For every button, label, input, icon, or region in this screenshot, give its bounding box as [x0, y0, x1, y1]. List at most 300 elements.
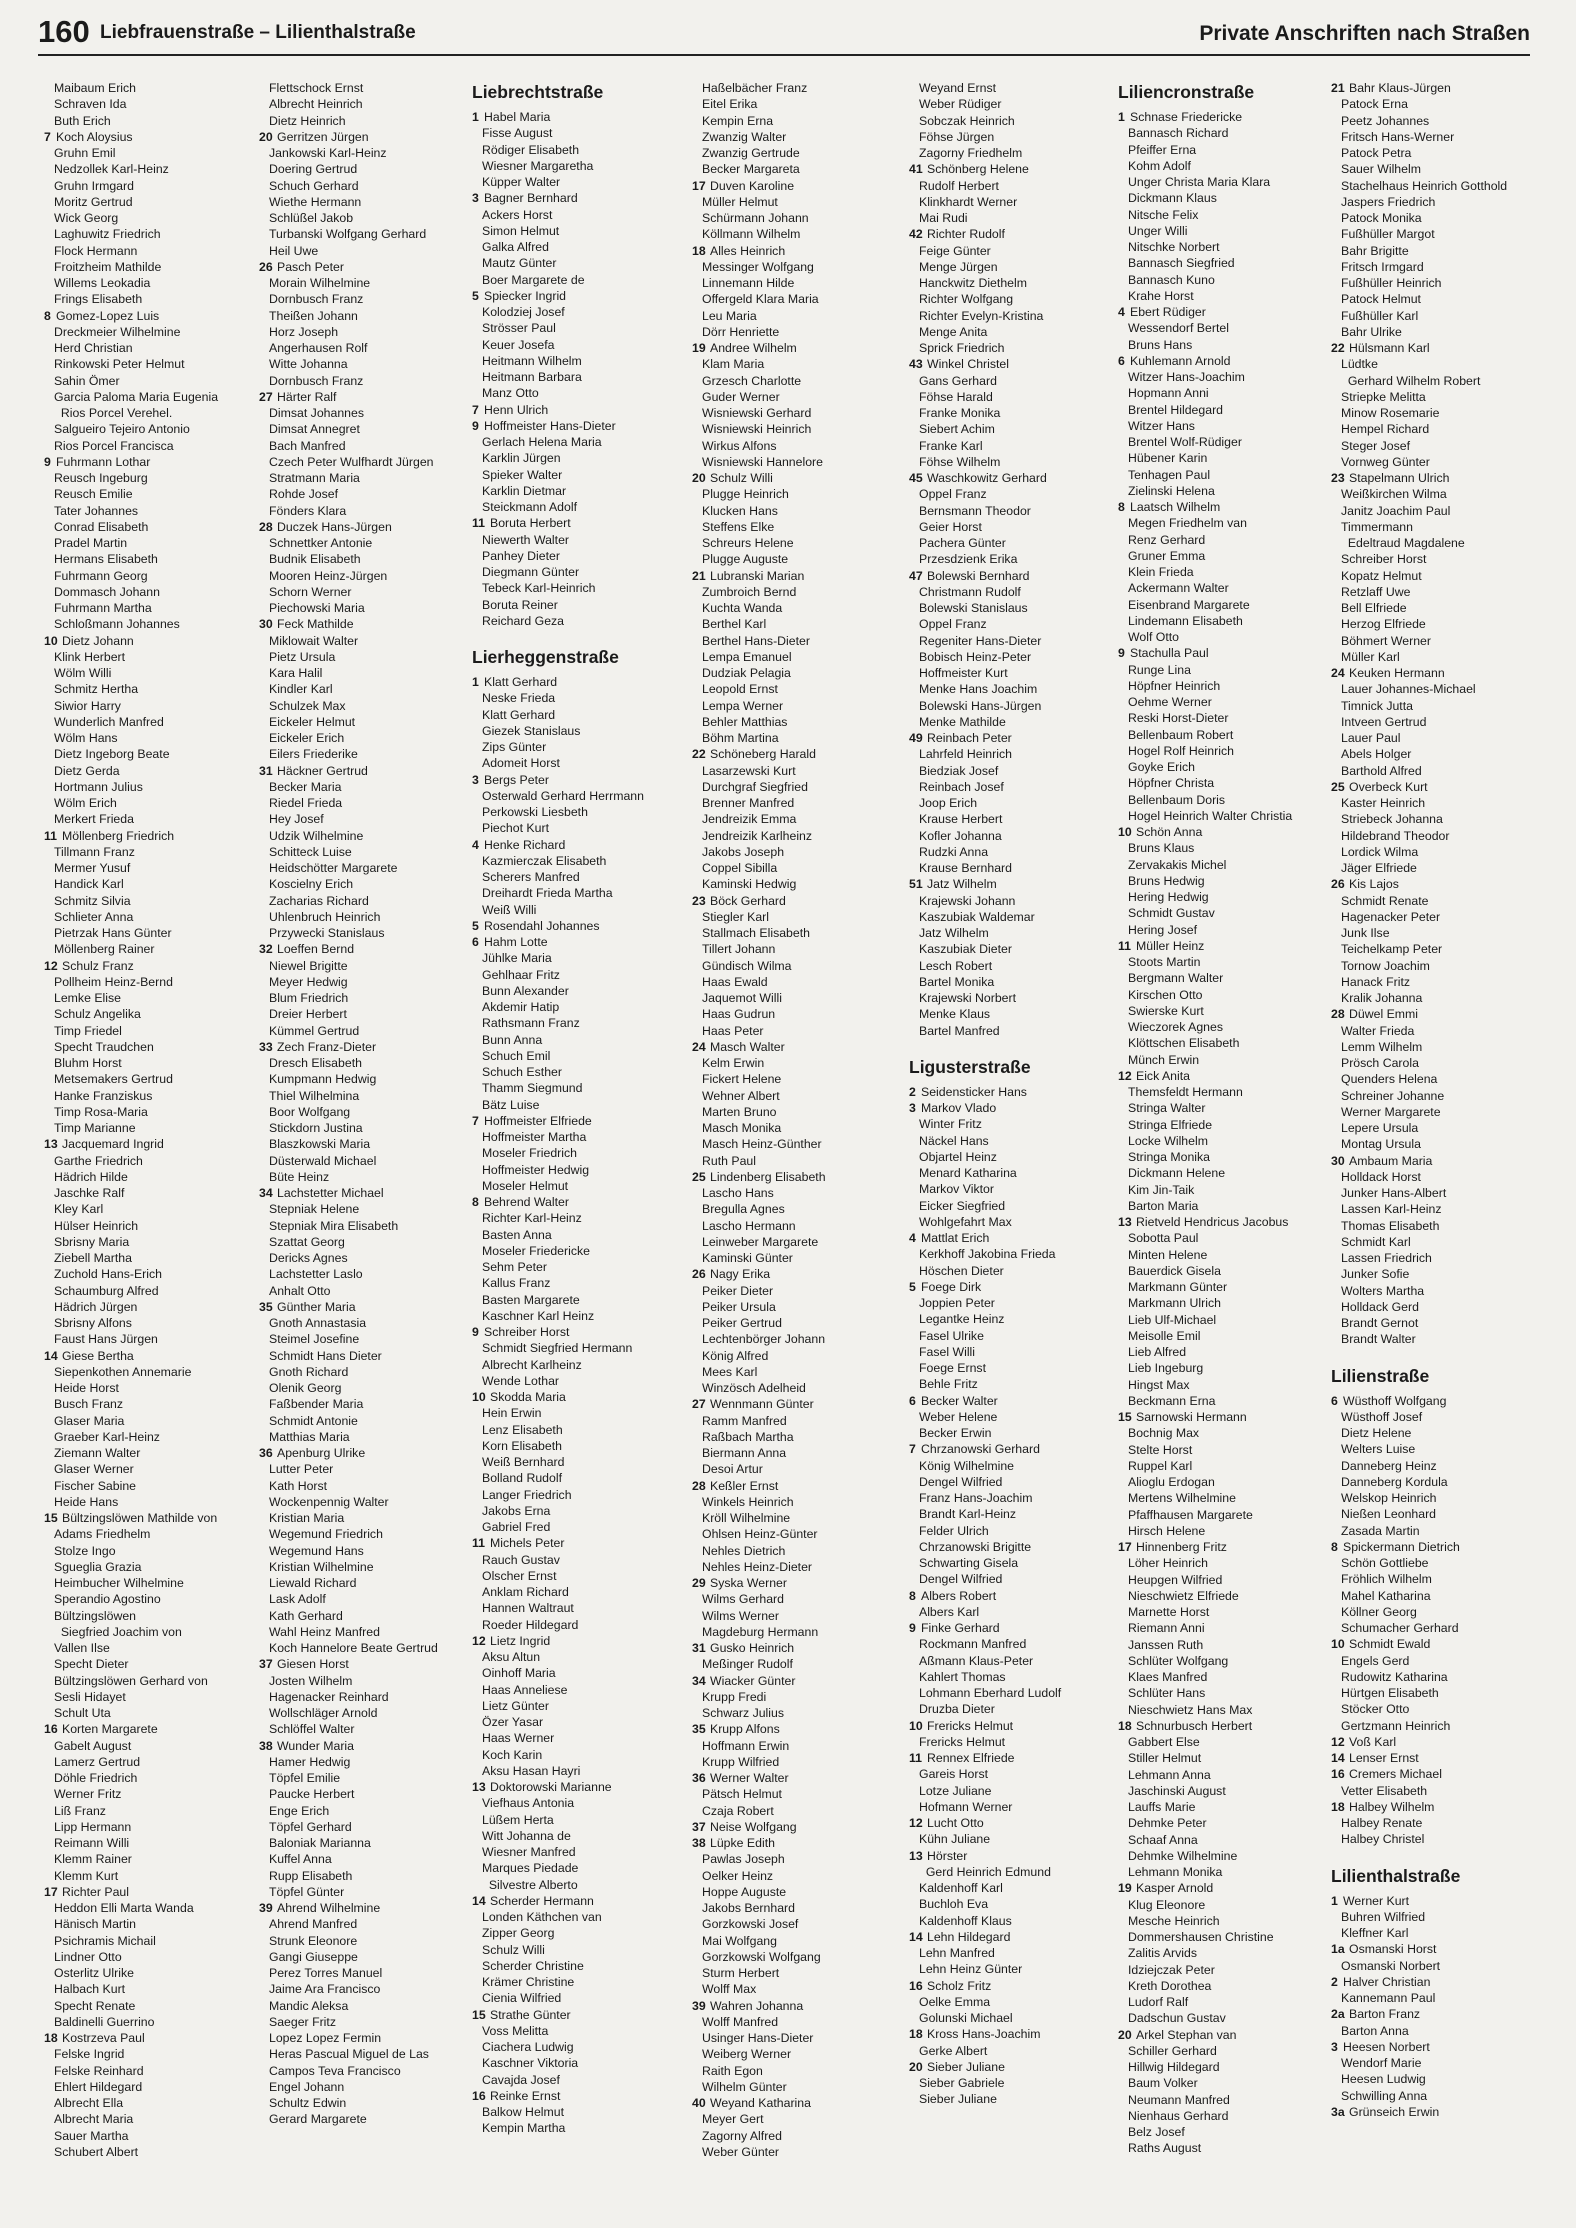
house-number: 17: [44, 1884, 58, 1899]
resident-name: Tebeck Karl-Heinrich: [482, 581, 596, 596]
resident-name: Becker Maria: [269, 779, 342, 794]
resident-entry: [1118, 1897, 1330, 1913]
resident-name: Schloßmann Johannes: [54, 617, 180, 632]
resident-name: Wiethe Hermann: [269, 194, 362, 209]
resident-entry: [259, 1429, 471, 1445]
resident-entry: [692, 811, 904, 827]
resident-entry: [44, 1559, 256, 1575]
resident-name: Koscielny Erich: [269, 877, 354, 892]
resident-entry: [472, 532, 684, 548]
resident-entry: [44, 600, 256, 616]
house-number: 14: [1331, 1751, 1345, 1765]
house-number: 41: [909, 162, 923, 177]
resident-name: Wende Lothar: [482, 1373, 560, 1388]
resident-name: Leopold Ernst: [702, 682, 778, 697]
resident-name: Fönders Klara: [269, 503, 347, 518]
resident-entry: [692, 2128, 904, 2144]
resident-name: Klatt Gerhard: [484, 675, 558, 689]
resident-entry: [259, 1998, 471, 2014]
resident-entry: [1118, 304, 1330, 320]
resident-name: Boruta Reiner: [482, 597, 558, 612]
resident-name: Lehn Hildegard: [927, 1929, 1011, 1944]
resident-entry: [909, 259, 1121, 275]
resident-name: Brandt Walter: [1341, 1332, 1416, 1347]
resident-name: Giesen Horst: [277, 1657, 349, 1672]
resident-name: Kühn Juliane: [919, 1832, 991, 1847]
resident-entry: [44, 1396, 256, 1412]
resident-name: Schmidt Ewald: [1349, 1637, 1431, 1652]
resident-name: Nehles Dietrich: [702, 1543, 786, 1558]
resident-entry: [1331, 584, 1543, 600]
resident-name: Klink Herbert: [54, 649, 126, 664]
resident-name: Flettschock Ernst: [269, 81, 364, 95]
resident-name: Kleffner Karl: [1341, 1926, 1409, 1940]
house-number: 2: [909, 1084, 916, 1099]
resident-entry: [472, 1714, 684, 1730]
resident-name: Nagy Erika: [710, 1267, 771, 1282]
house-number: 6: [1118, 353, 1125, 368]
house-number: 31: [259, 763, 273, 778]
resident-name: Steffens Elke: [702, 519, 775, 534]
resident-entry: [692, 1705, 904, 1721]
resident-name: Usinger Hans-Dieter: [702, 2031, 814, 2045]
resident-entry: [259, 649, 471, 665]
house-number: 10: [909, 1718, 923, 1733]
resident-entry: [472, 1909, 684, 1925]
resident-name: Schorn Werner: [269, 584, 352, 599]
resident-name: Rupp Elisabeth: [269, 1868, 353, 1883]
resident-entry: [472, 548, 684, 564]
resident-entry: [472, 580, 684, 596]
resident-entry: [1118, 775, 1330, 791]
resident-name: Hoffmeister Elfriede: [484, 1113, 592, 1128]
resident-entry: [259, 1006, 471, 1022]
resident-entry: [1331, 259, 1543, 275]
resident-name: Böhmert Werner: [1341, 633, 1431, 648]
resident-name: Kaldenhoff Klaus: [919, 1913, 1012, 1928]
resident-name: Schumacher Gerhard: [1341, 1621, 1459, 1635]
resident-entry: [259, 324, 471, 340]
resident-name: Jaspers Friedrich: [1341, 194, 1436, 209]
resident-entry: [259, 828, 471, 844]
resident-entry: [692, 1039, 904, 1055]
resident-entry: [44, 1656, 256, 1672]
resident-name: Stachulla Paul: [1130, 646, 1209, 661]
resident-entry: [692, 243, 904, 259]
resident-entry: [909, 324, 1121, 340]
resident-entry: [1118, 353, 1330, 369]
resident-name: Föhse Harald: [919, 389, 993, 404]
resident-name: Hogel Rolf Heinrich: [1128, 743, 1234, 758]
resident-name: Föhse Jürgen: [919, 129, 995, 144]
resident-entry: [909, 763, 1121, 779]
resident-name: Cienia Wilfried: [482, 1991, 562, 2006]
resident-entry: [259, 1981, 471, 1997]
resident-entry: [909, 1766, 1121, 1782]
resident-entry: [692, 1656, 904, 1672]
resident-name: Behle Fritz: [919, 1377, 978, 1392]
resident-name: Tenhagen Paul: [1128, 467, 1211, 482]
resident-entry: [1331, 2023, 1543, 2039]
resident-name: Schmitz Silvia: [54, 893, 131, 908]
resident-name: Pfeiffer Erna: [1128, 142, 1197, 157]
resident-entry: [692, 844, 904, 860]
resident-entry: [909, 1539, 1121, 1555]
resident-name: Krupp Fredi: [702, 1689, 767, 1704]
resident-name: Hogel Heinrich Walter Christia: [1128, 808, 1293, 823]
resident-entry: [1118, 662, 1330, 678]
resident-name: Giezek Stanislaus: [482, 723, 581, 738]
resident-entry: [909, 1116, 1121, 1132]
resident-name: Turbanski Wolfgang Gerhard: [269, 227, 427, 242]
resident-name: Skodda Maria: [490, 1390, 566, 1404]
resident-name: Härter Ralf: [277, 389, 337, 404]
resident-entry: [259, 1510, 471, 1526]
house-number: 25: [1331, 779, 1345, 794]
resident-entry: [1331, 275, 1543, 291]
resident-entry: [692, 519, 904, 535]
resident-entry: [259, 714, 471, 730]
resident-entry: [259, 1803, 471, 1819]
resident-name: Sprick Friedrich: [919, 341, 1005, 355]
resident-entry: [909, 405, 1121, 421]
resident-name: Krajewski Johann: [919, 893, 1016, 908]
resident-name: Töpfel Emilie: [269, 1771, 341, 1785]
resident-entry: [44, 1705, 256, 1721]
resident-entry: [259, 1478, 471, 1494]
resident-entry: [259, 990, 471, 1006]
house-number: 5: [909, 1279, 916, 1294]
resident-entry: [44, 714, 256, 730]
resident-name: Adomeit Horst: [482, 756, 560, 771]
resident-name: Plugge Auguste: [702, 552, 789, 567]
resident-name: Hanack Fritz: [1341, 974, 1411, 989]
resident-entry: [1118, 1880, 1330, 1896]
resident-name: Mautz Günter: [482, 256, 557, 271]
resident-entry: [472, 999, 684, 1015]
resident-entry: [259, 421, 471, 437]
resident-name: Oinhoff Maria: [482, 1666, 556, 1681]
resident-entry: [692, 1575, 904, 1591]
resident-entry: [472, 613, 684, 629]
resident-entry: [909, 1945, 1121, 1961]
resident-name: Hering Hedwig: [1128, 890, 1209, 904]
resident-entry: [44, 1380, 256, 1396]
resident-name: Schult Uta: [54, 1706, 111, 1720]
resident-name: Moseler Friedericke: [482, 1243, 590, 1258]
resident-name: Fasel Ulrike: [919, 1328, 984, 1343]
resident-name: Timp Rosa-Maria: [54, 1104, 148, 1119]
resident-name: Kaschner Viktoria: [482, 2056, 579, 2071]
resident-entry: [44, 1965, 256, 1981]
resident-entry: [1118, 532, 1330, 548]
house-number: 28: [259, 519, 273, 534]
resident-entry: [472, 1600, 684, 1616]
resident-name: Höschen Dieter: [919, 1263, 1004, 1278]
resident-name: Felske Ingrid: [54, 2047, 125, 2062]
resident-entry: [909, 568, 1121, 584]
resident-name: Liewald Richard: [269, 1576, 357, 1590]
resident-name: Blum Friedrich: [269, 991, 349, 1005]
resident-name: Hamer Hedwig: [269, 1754, 351, 1769]
resident-entry: [692, 308, 904, 324]
resident-entry: [259, 275, 471, 291]
resident-entry: [1118, 337, 1330, 353]
resident-entry: [909, 1133, 1121, 1149]
resident-name: Bartel Manfred: [919, 1023, 1000, 1038]
resident-entry: [909, 730, 1121, 746]
resident-name: Wilms Gerhard: [702, 1592, 784, 1607]
resident-entry: [909, 2059, 1121, 2075]
resident-entry: [44, 1526, 256, 1542]
resident-name: Janssen Ruth: [1128, 1637, 1204, 1652]
resident-name: Kaszubiak Dieter: [919, 942, 1012, 957]
resident-name: Plugge Heinrich: [702, 487, 789, 502]
resident-entry: [1331, 324, 1543, 340]
resident-entry: [909, 1506, 1121, 1522]
resident-entry: [472, 1893, 684, 1909]
resident-name: Stelte Horst: [1128, 1442, 1193, 1457]
resident-entry: [1331, 1169, 1543, 1185]
resident-name: Sarnowski Hermann: [1136, 1410, 1247, 1424]
resident-entry: [44, 1591, 256, 1607]
resident-name: Ambaum Maria: [1349, 1153, 1433, 1168]
resident-entry: [259, 616, 471, 632]
resident-entry: [1331, 1234, 1543, 1250]
resident-entry: [909, 356, 1121, 372]
resident-name: Ludorf Ralf: [1128, 1995, 1189, 2009]
resident-entry: [1118, 1978, 1330, 1994]
resident-entry: [259, 909, 471, 925]
resident-entry: [692, 2079, 904, 2095]
resident-name: Neske Frieda: [482, 691, 556, 706]
resident-name: Budnik Elisabeth: [269, 552, 361, 567]
resident-name: Schitteck Luise: [269, 844, 352, 859]
resident-name: Hannen Waltraut: [482, 1601, 574, 1616]
resident-name: Weber Günter: [702, 2144, 780, 2159]
resident-name: Edeltraud Magdalene: [1341, 536, 1465, 550]
resident-name: Sperandio Agostino: [54, 1592, 161, 1607]
resident-entry: [44, 1981, 256, 1997]
resident-name: Krajewski Norbert: [919, 991, 1017, 1005]
resident-entry: [1331, 1909, 1543, 1925]
resident-name: Krupp Alfons: [710, 1722, 780, 1737]
resident-entry: [1118, 1669, 1330, 1685]
resident-entry: [909, 1718, 1121, 1734]
resident-entry: [1118, 548, 1330, 564]
resident-name: Peiker Dieter: [702, 1283, 774, 1298]
resident-name: Wiesner Manfred: [482, 1845, 576, 1859]
resident-name: Hortmann Julius: [54, 779, 143, 794]
resident-name: Siegfried Joachim von: [54, 1624, 182, 1639]
resident-entry: [259, 925, 471, 941]
house-number: 26: [259, 259, 273, 274]
resident-entry: [472, 1503, 684, 1519]
resident-name: Hirsch Helene: [1128, 1523, 1206, 1538]
resident-name: Wessendorf Bertel: [1128, 321, 1229, 336]
resident-entry: [909, 2010, 1121, 2026]
house-number: 23: [1331, 471, 1345, 485]
resident-entry: [472, 707, 684, 723]
resident-name: Menke Mathilde: [919, 714, 1006, 729]
resident-entry: [44, 1624, 256, 1640]
resident-name: Idziejczak Peter: [1128, 1962, 1215, 1977]
resident-entry: [259, 681, 471, 697]
resident-entry: [1331, 1283, 1543, 1299]
resident-entry: [692, 1315, 904, 1331]
resident-name: Stringa Monika: [1128, 1150, 1211, 1164]
resident-entry: [472, 207, 684, 223]
resident-entry: [909, 974, 1121, 990]
resident-name: Rauch Gustav: [482, 1552, 560, 1567]
resident-name: Haas Werner: [482, 1731, 555, 1746]
resident-name: Kristian Wilhelmine: [269, 1559, 374, 1574]
resident-entry: [44, 1169, 256, 1185]
resident-name: Jaime Ara Francisco: [269, 1982, 381, 1997]
resident-name: Schmidt Antonie: [269, 1413, 358, 1428]
resident-entry: [1331, 828, 1543, 844]
resident-entry: [1118, 2124, 1330, 2140]
resident-name: Stapelmann Ulrich: [1349, 471, 1450, 485]
resident-name: Masch Monika: [702, 1121, 782, 1135]
resident-entry: [1331, 405, 1543, 421]
resident-entry: [1331, 243, 1543, 259]
resident-name: Bauerdick Gisela: [1128, 1263, 1221, 1278]
resident-entry: [692, 1283, 904, 1299]
resident-entry: [692, 356, 904, 372]
house-number: 11: [472, 1536, 485, 1551]
resident-name: Gerritzen Jürgen: [277, 129, 369, 144]
resident-name: Karklin Dietmar: [482, 483, 567, 498]
resident-entry: [259, 1039, 471, 1055]
resident-entry: [44, 828, 256, 844]
house-number: 4: [909, 1231, 916, 1245]
resident-entry: [1118, 1100, 1330, 1116]
resident-name: Heesen Ludwig: [1341, 2072, 1426, 2087]
house-number: 7: [472, 402, 479, 417]
resident-name: Leinweber Margarete: [702, 1234, 819, 1249]
resident-name: Rudzki Anna: [919, 844, 989, 859]
house-number: 1a: [1331, 1942, 1345, 1957]
column-3: [472, 80, 684, 2137]
resident-entry: [1118, 857, 1330, 873]
resident-name: Witzer Hans-Joachim: [1128, 370, 1245, 384]
column-5: [909, 80, 1121, 2108]
resident-entry: [1331, 421, 1543, 437]
resident-name: Kindler Karl: [269, 682, 333, 697]
house-number: 38: [259, 1738, 273, 1753]
resident-name: Hänisch Martin: [54, 1917, 137, 1932]
house-number: 12: [1331, 1734, 1345, 1749]
resident-entry: [909, 275, 1121, 291]
resident-entry: [44, 1250, 256, 1266]
resident-name: Witte Johanna: [269, 357, 348, 372]
resident-entry: [1118, 1117, 1330, 1133]
resident-entry: [909, 2043, 1121, 2059]
resident-name: Stratmann Maria: [269, 471, 360, 485]
resident-entry: [44, 145, 256, 161]
resident-entry: [44, 990, 256, 1006]
resident-entry: [259, 665, 471, 681]
resident-name: Gerlach Helena Maria: [482, 435, 602, 449]
resident-entry: [44, 1803, 256, 1819]
resident-entry: [44, 1510, 256, 1526]
resident-entry: [44, 1088, 256, 1104]
resident-entry: [692, 389, 904, 405]
resident-name: Richter Evelyn-Kristina: [919, 308, 1044, 323]
resident-name: Heil Uwe: [269, 243, 319, 258]
resident-name: Geier Horst: [919, 519, 982, 534]
resident-entry: [259, 1884, 471, 1900]
house-number: 14: [472, 1893, 486, 1908]
house-number: 1: [472, 675, 479, 689]
resident-entry: [692, 1201, 904, 1217]
resident-name: Coppel Sibilla: [702, 861, 778, 875]
resident-name: Schwarting Gisela: [919, 1556, 1019, 1570]
resident-entry: [44, 1721, 256, 1737]
resident-name: Wölm Hans: [54, 731, 118, 745]
resident-entry: [259, 1705, 471, 1721]
resident-name: Bagner Bernhard: [484, 191, 578, 206]
resident-name: Lachstetter Michael: [277, 1186, 384, 1200]
resident-entry: [909, 243, 1121, 259]
resident-entry: [472, 369, 684, 385]
resident-name: Fußhüller Heinrich: [1341, 276, 1442, 290]
resident-name: Jendreizik Karlheinz: [702, 828, 813, 843]
resident-name: Lieb Ingeburg: [1128, 1361, 1204, 1376]
house-number: 2a: [1331, 2007, 1345, 2022]
resident-entry: [259, 2014, 471, 2030]
resident-name: Panhey Dieter: [482, 548, 560, 563]
resident-entry: [1331, 178, 1543, 194]
resident-name: Kim Jin-Taik: [1128, 1182, 1195, 1197]
resident-name: Mertens Wilhelmine: [1128, 1491, 1236, 1506]
resident-name: Gorzkowski Josef: [702, 1917, 799, 1932]
resident-name: Flock Hermann: [54, 243, 138, 258]
resident-name: Münch Erwin: [1128, 1052, 1200, 1067]
resident-name: Kostrzeva Paul: [62, 2031, 145, 2045]
resident-entry: [909, 1084, 1121, 1100]
house-number: 39: [692, 1998, 706, 2013]
resident-name: Wohlgefahrt Max: [919, 1214, 1012, 1229]
page-title: Liebfrauenstraße – Lilienthalstraße: [100, 22, 416, 43]
resident-name: Dietz Heinrich: [269, 113, 346, 128]
resident-name: Pfaffhausen Margarete: [1128, 1507, 1253, 1522]
resident-name: Richter Rudolf: [927, 227, 1005, 242]
resident-name: Striebeck Johanna: [1341, 812, 1443, 827]
resident-name: Matthias Maria: [269, 1429, 350, 1444]
resident-name: Megen Friedhelm van: [1128, 516, 1247, 531]
resident-entry: [44, 958, 256, 974]
resident-entry: [909, 1685, 1121, 1701]
resident-name: Foege Dirk: [921, 1279, 982, 1294]
resident-name: Eick Anita: [1136, 1068, 1190, 1083]
resident-entry: [1331, 1006, 1543, 1022]
resident-name: Näckel Hans: [919, 1133, 989, 1148]
resident-entry: [259, 1266, 471, 1282]
resident-name: Golunski Michael: [919, 2011, 1013, 2025]
resident-name: Lehmann Monika: [1128, 1865, 1223, 1879]
resident-name: Menge Jürgen: [919, 259, 998, 274]
resident-entry: [692, 535, 904, 551]
resident-entry: [1331, 129, 1543, 145]
resident-name: Zielinski Helena: [1128, 483, 1215, 498]
resident-entry: [1118, 1377, 1330, 1393]
resident-name: Lemm Wilhelm: [1341, 1039, 1423, 1054]
resident-entry: [259, 438, 471, 454]
house-number: 38: [692, 1836, 706, 1850]
resident-entry: [259, 730, 471, 746]
